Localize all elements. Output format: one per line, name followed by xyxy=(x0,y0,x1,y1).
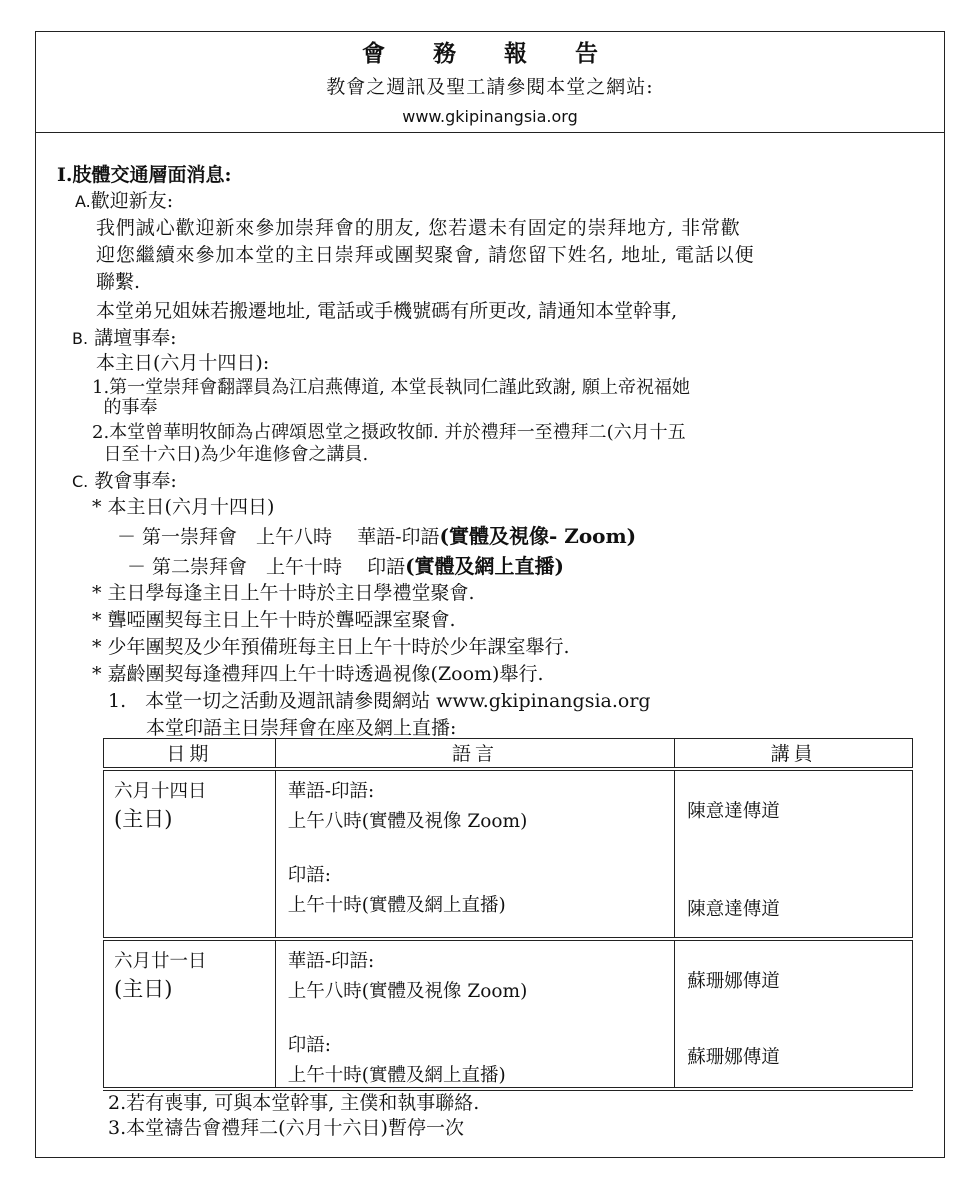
pulpit-item: 日至十六日)為少年進修會之講員. xyxy=(92,444,369,465)
header-date: 日期 xyxy=(104,739,276,770)
section-c-title xyxy=(72,466,177,493)
schedule-table xyxy=(103,738,913,1091)
section-b-label: B. xyxy=(72,329,89,348)
footer-note: 3.本堂禱告會禮拜二(六月十六日)暫停一次 xyxy=(108,1117,464,1139)
service-1-mode: (實體及視像- Zoom) xyxy=(439,524,637,548)
page-subtitle: 教會之週訊及聖工請參閱本堂之網站: xyxy=(326,76,654,98)
row-language-cell xyxy=(275,939,675,1089)
speaker-name: 陳意達傳道 xyxy=(687,801,780,822)
speaker-name: 蘇珊娜傳道 xyxy=(687,971,780,992)
section-a-label: A. xyxy=(75,192,91,211)
language-title: 華語-印語: xyxy=(287,781,375,802)
welcome-line: 迎您繼續來參加本堂的主日崇拜或團契聚會, 請您留下姓名, 地址, 電話以便 xyxy=(96,244,755,266)
section-a-heading: 歡迎新友: xyxy=(90,190,174,212)
row-date-cell xyxy=(104,939,276,1089)
activity-bullet: * 嘉齡團契每逢禮拜四上午十時透過視像(Zoom)舉行. xyxy=(92,663,544,685)
section-c-label: C. xyxy=(72,472,89,491)
table-row xyxy=(104,769,913,939)
row-speaker-cell xyxy=(675,769,913,939)
language-time: 上午八時(實體及視像 Zoom) xyxy=(287,811,528,832)
header-speaker: 講員 xyxy=(675,739,913,770)
table-header-row xyxy=(104,739,913,770)
language-time: 上午十時(實體及網上直播) xyxy=(287,895,506,916)
row-language-cell xyxy=(275,769,675,939)
section-b-heading: 講壇事奉: xyxy=(94,327,177,349)
welcome-line: 本堂弟兄姐妹若搬遷地址, 電話或手機號碼有所更改, 請通知本堂幹事, xyxy=(96,300,678,322)
language-title: 印語: xyxy=(287,1035,332,1056)
pulpit-item: 2.本堂曾華明牧師為占碑頌恩堂之摄政牧師. 并於禮拜一至禮拜二(六月十五 xyxy=(92,422,686,443)
service-2-text: － 第二崇拜會 上午十時 印語 xyxy=(127,556,406,578)
row-date: 六月廿一日 xyxy=(114,951,207,972)
language-time: 上午十時(實體及網上直播) xyxy=(287,1065,506,1086)
speaker-name: 陳意達傳道 xyxy=(687,899,780,920)
service-2-mode: (實體及網上直播) xyxy=(405,554,565,578)
pulpit-date: 本主日(六月十四日): xyxy=(96,352,270,374)
header-divider xyxy=(36,132,944,133)
pulpit-item: 1.第一堂崇拜會翻譯員為江启燕傳道, 本堂長執同仁謹此致謝, 願上帝祝福她 xyxy=(92,377,691,398)
row-date: 六月十四日 xyxy=(114,781,207,802)
section-a-title xyxy=(75,186,173,213)
speaker-name: 蘇珊娜傳道 xyxy=(687,1047,780,1068)
welcome-line: 聯繫. xyxy=(96,271,141,293)
service-2 xyxy=(127,550,564,579)
welcome-line: 我們誠心歡迎新來參加崇拜會的朋友, 您若還未有固定的崇拜地方, 非常歡 xyxy=(96,217,741,239)
row-day: (主日) xyxy=(114,977,173,1001)
table-row xyxy=(104,939,913,1089)
website-note: 1. 本堂一切之活動及週訊請參閱網站 www.gkipinangsia.org xyxy=(108,690,651,712)
service-1 xyxy=(117,520,636,549)
language-title: 印語: xyxy=(287,865,332,886)
row-day: (主日) xyxy=(114,807,173,831)
row-date-cell xyxy=(104,769,276,939)
section-c-heading: 教會事奉: xyxy=(94,470,177,492)
language-time: 上午八時(實體及視像 Zoom) xyxy=(287,981,528,1002)
page-title: 會 務 報 告 xyxy=(361,40,619,67)
website-url: www.gkipinangsia.org xyxy=(402,107,578,126)
header-language: 語言 xyxy=(275,739,675,770)
language-title: 華語-印語: xyxy=(287,951,375,972)
footer-note: 2.若有喪事, 可與本堂幹事, 主僕和執事聯絡. xyxy=(108,1092,480,1114)
activity-bullet: * 聾啞團契每主日上午十時於聾啞課室聚會. xyxy=(92,609,456,631)
section-b-title xyxy=(72,323,177,350)
section-heading: I.肢體交通層面消息: xyxy=(57,164,232,186)
activity-bullet: * 主日學每逢主日上午十時於主日學禮堂聚會. xyxy=(92,582,475,604)
service-1-text: － 第一崇拜會 上午八時 華語-印語 xyxy=(117,526,440,548)
activity-bullet: * 少年團契及少年預備班每主日上午十時於少年課室舉行. xyxy=(92,636,570,658)
row-speaker-cell xyxy=(675,939,913,1089)
livestream-note: 本堂印語主日崇拜會在座及網上直播: xyxy=(146,717,457,739)
pulpit-item: 的事奉 xyxy=(92,397,158,418)
today-line: * 本主日(六月十四日) xyxy=(92,496,275,518)
